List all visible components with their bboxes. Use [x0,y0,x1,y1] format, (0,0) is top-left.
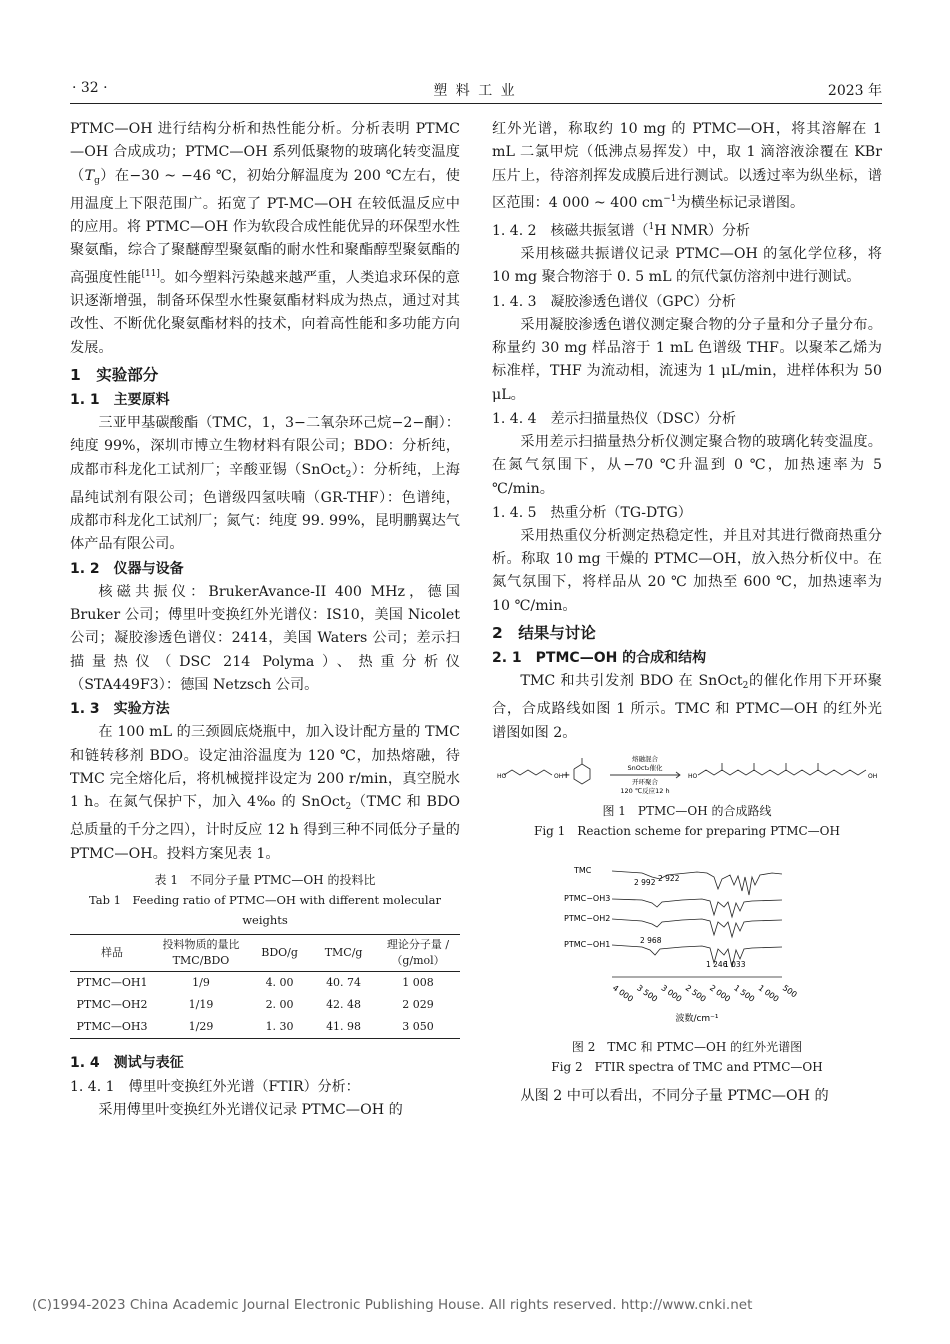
section-1-1-heading: 1. 1 主要原料 [70,391,170,408]
table-caption-en: Tab 1 Feeding ratio of PTMC—OH with different molecular weights [89,893,441,928]
nmr-paragraph: 采用核磁共振谱仪记录 PTMC—OH 的氢化学位移，将 10 mg 聚合物溶于 0. 5 mL 的氘代氯仿溶剂中进行测试。 [492,246,882,286]
figure-2-caption-cn: 图 2 TMC 和 PTMC—OH 的红外光谱图 [571,1039,803,1054]
materials-paragraph: 三亚甲基碳酸酯（TMC，1，3−二氧杂环己烷−2−酮）：纯度 99%，深圳市博立生物材料有限公司；BDO：分析纯，成都市科龙化工试剂厂；辛酸亚锡（SnOct$_2$）：分析纯，上海晶纯试剂有限公司；色谱级四氢呋喃（GR-THF）：色谱纯，成都市科龙化工试剂厂；氮气：纯度 99. 99%，昆明鹏翼达气体产品有限公司。 [70,414,460,553]
condition-3: 开环聚合 [632,777,658,786]
x-tick-label: 4 000 [610,983,635,1004]
section-1-4-3-heading: 1. 4. 3 凝胶渗透色谱仪（GPC）分析 [492,293,736,310]
x-tick-label: 1 500 [732,983,757,1004]
journal-name: 塑 料 工 业 [433,83,517,99]
section-2-heading: 2 结果与讨论 [492,624,596,643]
x-tick-label: 1 000 [756,983,781,1004]
product-oh-label: OH [868,772,878,780]
series-label-2: PTMC−OH2 [564,913,611,923]
header-rule [70,103,882,104]
condition-4: 120 ℃反应12 h [620,786,670,795]
condition-1: 熔融混合 [632,754,658,763]
figure-1-caption-cn: 图 1 PTMC—OH 的合成路线 [602,803,772,818]
x-axis-label: 波数/cm⁻¹ [675,1013,719,1024]
x-tick-label: 3 000 [659,983,684,1004]
equipment-paragraph: 核磁共振仪：BrukerAvance-II 400 MHz，德国 Bruker 公司；傅里叶变换红外光谱仪：IS10，美国 Nicolet 公司；凝胶渗透色谱仪：2414，美国 Waters 公司；差示扫描量热仪（DSC 214 Polyma）、热重分析仪（STA449F3）：德国 Netzsch 公司。 [70,583,460,693]
x-tick-label: 2 500 [683,983,708,1004]
section-1-4-1-heading: 1. 4. 1 傅里叶变换红外光谱（FTIR）分析： [70,1079,360,1096]
spectrum-line-oh1 [612,945,782,967]
x-tick-label: 500 [780,983,799,1000]
table-header: 投料物质的量比 TMC/BDO [154,935,248,972]
page-number: · 32 · [72,80,108,96]
plus-sign: + [562,769,571,781]
ptmc-oh-structure [698,770,866,775]
table-row: PTMC—OH3 1/29 1. 30 41. 98 3 050 [70,1016,460,1039]
peak-annotation: 1 246 [706,959,728,969]
intro-paragraph: PTMC—OH 进行结构分析和热性能分析。分析表明 PTMC—OH 合成成功；PTMC—OH 系列低聚物的玻璃化转变温度$(T_g)$在−30 ~ −46 ℃，初始分解温度为 200 ℃左右，使用温度上下限范围广。拓宽了 PT-MC—OH 在较低温反应中的应用。将 PTMC—OH 作为软段合成性能优异的环保型水性聚氨酯，综合了聚醚醇型聚氨酯的耐水性和聚酯醇型聚氨酯的高强度性能[11]。如今塑料污染越来越严重，人类追求环保的意识逐渐增强，制备环保型水性聚氨酯材料成为热点，通过对其改性、不断优化聚氨酯材料的技术，向着高性能和多功能方向发展。 [70,121,460,356]
table-header: TMC/g [311,935,376,972]
table-caption-cn: 表 1 不同分子量 PTMC—OH 的投料比 [154,873,376,888]
figure-2-caption-en: Fig 2 FTIR spectra of TMC and PTMC—OH [551,1059,823,1074]
section-1-4-5-heading: 1. 4. 5 热重分析（TG-DTG） [492,504,692,521]
section-1-4-heading: 1. 4 测试与表征 [70,1055,184,1072]
peak-annotation: 2 992 [634,877,656,887]
series-label-0: TMC [574,865,592,875]
table-header: 样品 [70,935,154,972]
bdo-structure [504,770,552,775]
x-tick-label: 2 000 [707,983,732,1004]
table-header: BDO/g [248,935,311,972]
spectrum-line-oh3 [612,899,782,917]
discussion-paragraph: 从图 2 中可以看出，不同分子量 PTMC—OH 的 [520,1087,829,1104]
section-1-3-heading: 1. 3 实验方法 [70,701,170,718]
peak-annotation: 2 922 [658,873,680,883]
left-column [70,118,460,1122]
spectrum-line-oh2 [612,919,782,937]
copyright-footer: (C)1994-2023 China Academic Journal Electronic Publishing House. All rights reserved. http://www.cnki.net [32,1297,753,1313]
right-column [492,118,882,1108]
ftir-paragraph-start: 采用傅里叶变换红外光谱仪记录 PTMC—OH 的 [98,1102,403,1119]
section-1-2-heading: 1. 2 仪器与设备 [70,560,184,577]
series-label-1: PTMC−OH3 [564,893,611,903]
section-1-4-2-heading: 1. 4. 2 核磁共振氢谱（$^1$H NMR）分析 [492,222,751,240]
section-2-1-heading: 2. 1 PTMC—OH 的合成和结构 [492,650,707,667]
method-paragraph: 在 100 mL 的三颈圆底烧瓶中，加入设计配方量的 TMC 和链转移剂 BDO。设定油浴温度为 120 ℃，加热熔融，待 TMC 完全熔化后，将机械搅拌设定为 200 r/min，真空脱水 1 h。在氮气保护下，加入 4‰ 的 SnOct$_2$（TMC 和 BDO 总质量的千分之四），计时反应 12 h 得到三种不同低分子量的 PTMC—OH。投料方案见表 1。 [70,724,460,862]
ftir-spectra-figure [492,855,882,1035]
tg-paragraph: 采用热重仪分析测定热稳定性，并且对其进行微商热重分析。称取 10 mg 干燥的 PTMC—OH，放入热分析仪中。在氮气氛围下，将样品从 20 ℃ 加热至 600 ℃，加热速率为 10 ℃/min。 [492,527,882,614]
table-row: PTMC—OH1 1/9 4. 00 40. 74 1 008 [76,976,434,990]
table-header: 理论分子量 /（g/mol） [376,935,460,972]
section-1-4-4-heading: 1. 4. 4 差示扫描量热仪（DSC）分析 [492,410,737,427]
synthesis-paragraph: TMC 和共引发剂 BDO 在 SnOct$_2$的催化作用下开环聚合，合成路线如图 1 所示。TMC 和 PTMC—OH 的红外光谱图如图 2。 [492,673,882,741]
tmc-ring-structure [574,764,590,784]
figure-1-caption-en: Fig 1 Reaction scheme for preparing PTMC—OH [534,823,840,838]
bdo-oh-label: OH [554,772,564,780]
gpc-paragraph: 采用凝胶渗透色谱仪测定聚合物的分子量和分子量分布。称量约 30 mg 样品溶于 1 mL 色谱级 THF。以聚苯乙烯为标准样，THF 为流动相，流速为 1 μL/min，进样体积为 50 μL。 [492,316,882,403]
table-row: PTMC—OH2 1/19 2. 00 42. 48 2 029 [76,998,434,1012]
bdo-ho-label: HO [497,772,507,780]
peak-annotation: 2 968 [640,935,662,945]
dsc-paragraph: 采用差示扫描量热分析仪测定聚合物的玻璃化转变温度。在氮气氛围下，从−70 ℃升温到 0 ℃，加热速率为 5 ℃/min。 [492,433,882,497]
year: 2023 年 [827,83,882,99]
product-ho-label: HO [688,772,698,780]
x-tick-label: 3 500 [635,983,660,1004]
feeding-ratio-table [70,934,460,1039]
peak-annotation: 1 033 [724,959,746,969]
reaction-scheme-figure [492,751,882,801]
condition-2: SnOct₂催化 [627,763,663,772]
ftir-paragraph-cont: 红外光谱，称取约 10 mg 的 PTMC—OH，将其溶解在 1 mL 二氯甲烷（低沸点易挥发）中，取 1 滴溶液涂覆在 KBr 压片上，待溶剂挥发成膜后进行测试。以透过率为纵坐标，谱区范围：4 000 ~ 400 $cm^{-1}$为横坐标记录谱图。 [492,121,882,211]
section-1-heading: 1 实验部分 [70,365,159,384]
series-label-3: PTMC−OH1 [564,939,611,949]
